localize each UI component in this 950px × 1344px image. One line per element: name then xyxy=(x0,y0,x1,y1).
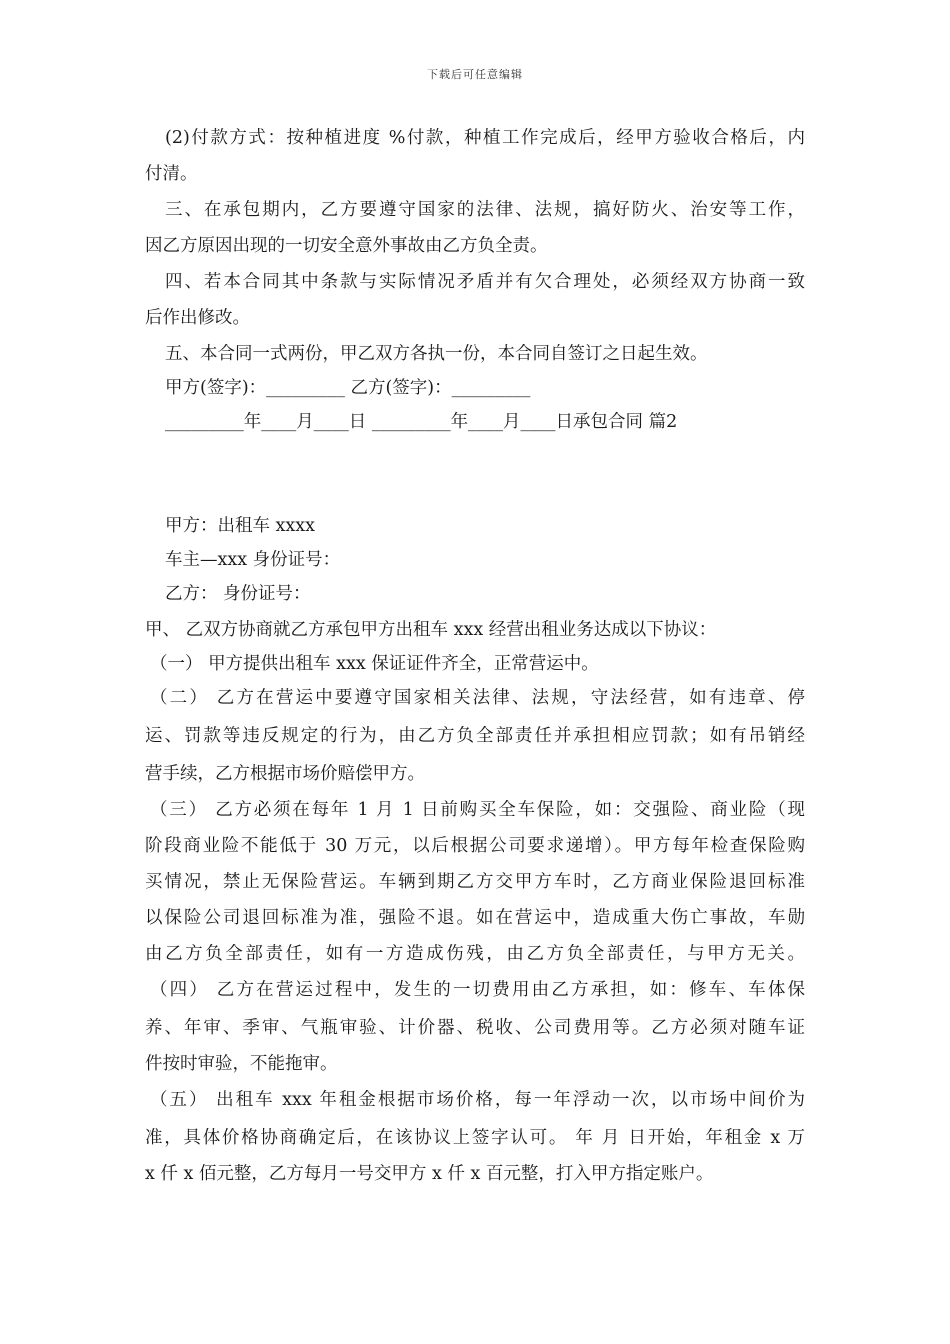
text-line: (2)付款方式：按种植进度 %付款，种植工作完成后，经甲方验收合格后，内 xyxy=(165,128,805,148)
text-line: 买情况，禁止无保险营运。车辆到期乙方交甲方车时，乙方商业保险退回标准 xyxy=(145,872,805,892)
text-line: 准，具体价格协商确定后，在该协议上签字认可。 年 月 日开始，年租金 x 万 xyxy=(145,1128,805,1148)
text-line: 养、年审、季审、气瓶审验、计价器、税收、公司费用等。乙方必须对随车证 xyxy=(145,1018,805,1038)
text-line: x 仟 x 佰元整，乙方每月一号交甲方 x 仟 x 百元整，打入甲方指定账户。 xyxy=(145,1164,714,1184)
text-line: 件按时审验，不能拖审。 xyxy=(145,1054,338,1074)
clause-2: （二） 乙方在营运中要遵守国家相关法律、法规，守法经营，如有违章、停 xyxy=(150,688,805,708)
clause-1: （一） 甲方提供出租车 xxx 保证证件齐全，正常营运中。 xyxy=(150,654,599,674)
party-a-line: 甲方：出租车 xxxx xyxy=(165,516,316,536)
signature-line: 甲方(签字)：_________ 乙方(签字)：_________ xyxy=(165,378,531,398)
text-line: 以保险公司退回标准为准，强险不退。如在营运中，造成重大伤亡事故，车勋 xyxy=(145,908,805,928)
owner-line: 车主—xxx 身份证号： xyxy=(165,550,341,570)
text-line: 付清。 xyxy=(145,164,198,184)
text-line: 运、罚款等违反规定的行为，由乙方负全部责任并承担相应罚款；如有吊销经 xyxy=(145,726,805,746)
text-line: 因乙方原因出现的一切安全意外事故由乙方负全责。 xyxy=(145,236,548,256)
date-line: _________年____月____日 _________年____月____日承包合同 篇2 xyxy=(165,412,678,432)
text-line: 四、若本合同其中条款与实际情况矛盾并有欠合理处，必须经双方协商一致 xyxy=(165,272,805,292)
page-header: 下载后可任意编辑 xyxy=(427,68,523,81)
text-line: 阶段商业险不能低于 30 万元，以后根据公司要求递增）。甲方每年检查保险购 xyxy=(145,836,805,856)
text-line: 由乙方负全部责任，如有一方造成伤残，由乙方负全部责任，与甲方无关。 xyxy=(145,944,805,964)
clause-4: （四） 乙方在营运过程中，发生的一切费用由乙方承担，如：修车、车体保 xyxy=(150,980,805,1000)
text-line: 营手续，乙方根据市场价赔偿甲方。 xyxy=(145,764,425,784)
text-line: 后作出修改。 xyxy=(145,308,250,328)
clause-5: （五） 出租车 xxx 年租金根据市场价格，每一年浮动一次，以市场中间价为 xyxy=(150,1090,805,1110)
party-b-line: 乙方： 身份证号： xyxy=(165,584,311,604)
text-line: 三、在承包期内，乙方要遵守国家的法律、法规，搞好防火、治安等工作， xyxy=(165,200,805,220)
text-line: 甲、 乙双方协商就乙方承包甲方出租车 xxx 经营出租业务达成以下协议： xyxy=(145,620,717,640)
text-line: 五、本合同一式两份，甲乙双方各执一份，本合同自签订之日起生效。 xyxy=(165,344,708,364)
clause-3: （三） 乙方必须在每年 1 月 1 日前购买全车保险，如：交强险、商业险（现 xyxy=(150,800,805,820)
